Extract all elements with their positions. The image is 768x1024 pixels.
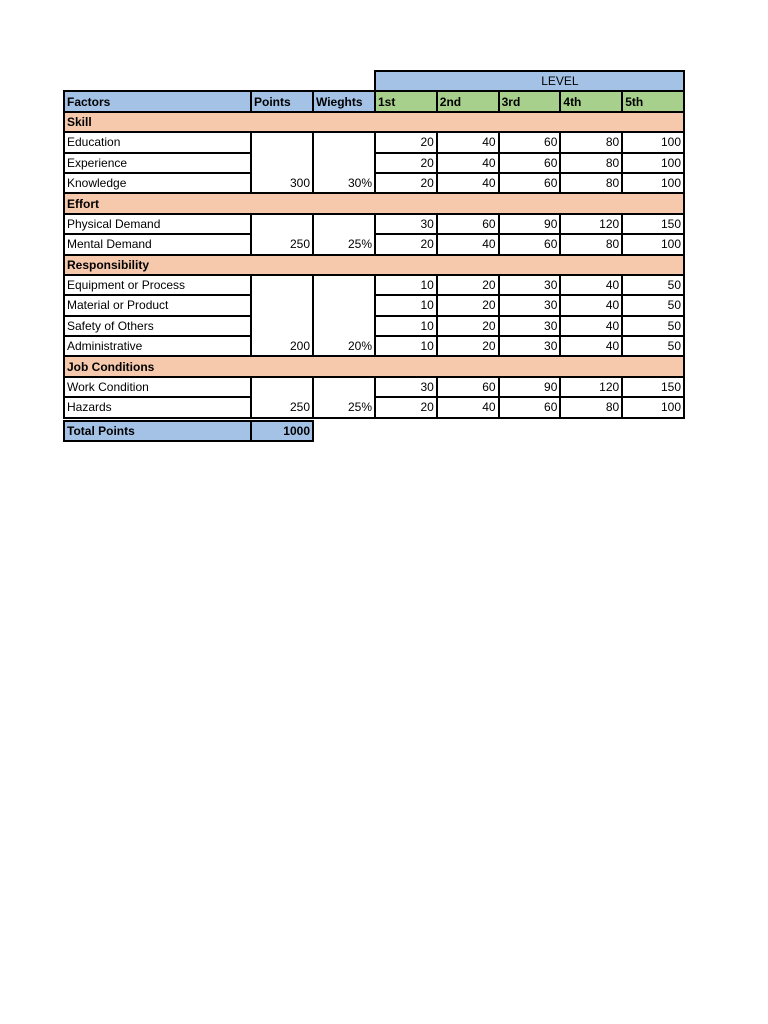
- level-2-value: 20: [437, 295, 499, 315]
- level-4-value: 80: [560, 397, 622, 417]
- level-2-value: 60: [437, 377, 499, 397]
- level-5-value: 100: [622, 234, 684, 254]
- level-3-value: 30: [499, 336, 561, 356]
- level-4-value: 40: [560, 275, 622, 295]
- level-title: LEVEL: [437, 71, 684, 91]
- level-4-value: 80: [560, 234, 622, 254]
- points-cell: 250: [251, 397, 313, 417]
- group-header-row: [64, 193, 684, 213]
- level-3-value: 60: [499, 397, 561, 417]
- weight-cell: 30%: [313, 173, 375, 193]
- level-5-value: 100: [622, 397, 684, 417]
- table-row: [64, 173, 684, 193]
- factor-name: Work Condition: [64, 377, 251, 397]
- weight-cell: [313, 377, 375, 397]
- level-2-value: 40: [437, 173, 499, 193]
- group-name: Skill: [64, 112, 684, 132]
- level-3-value: 60: [499, 173, 561, 193]
- level-2-value: 40: [437, 234, 499, 254]
- factor-name: Material or Product: [64, 295, 251, 315]
- table-row: [64, 275, 684, 295]
- level-4-value: 80: [560, 132, 622, 152]
- group-name: Job Conditions: [64, 356, 684, 376]
- factors-header: Factors: [64, 91, 251, 111]
- group-header-row: [64, 112, 684, 132]
- factor-name: Equipment or Process: [64, 275, 251, 295]
- level-5-value: 50: [622, 275, 684, 295]
- level-5-value: 100: [622, 132, 684, 152]
- level-3-value: 30: [499, 275, 561, 295]
- level-5-header: 5th: [622, 91, 684, 111]
- level-3-value: 60: [499, 153, 561, 173]
- table-row: [64, 316, 684, 336]
- level-1-value: 10: [375, 336, 437, 356]
- level-5-value: 150: [622, 214, 684, 234]
- points-cell: [251, 153, 313, 173]
- level-1-value: 10: [375, 316, 437, 336]
- weight-cell: [313, 132, 375, 152]
- level-3-value: 90: [499, 377, 561, 397]
- level-1-value: 10: [375, 295, 437, 315]
- level-5-value: 150: [622, 377, 684, 397]
- factor-name: Safety of Others: [64, 316, 251, 336]
- table-row: [64, 377, 684, 397]
- level-4-value: 80: [560, 153, 622, 173]
- weights-header: Wieghts: [313, 91, 375, 111]
- level-4-value: 120: [560, 214, 622, 234]
- group-header-row: [64, 255, 684, 275]
- weight-cell: [313, 153, 375, 173]
- total-points-label: Total Points: [64, 421, 251, 441]
- group-header-row: [64, 356, 684, 376]
- table-row: [64, 234, 684, 254]
- factor-name: Administrative: [64, 336, 251, 356]
- weight-cell: [313, 275, 375, 295]
- level-5-value: 50: [622, 295, 684, 315]
- weight-cell: 20%: [313, 336, 375, 356]
- factor-name: Knowledge: [64, 173, 251, 193]
- level-1-value: 30: [375, 214, 437, 234]
- level-4-value: 80: [560, 173, 622, 193]
- level-1-value: 20: [375, 173, 437, 193]
- weight-cell: 25%: [313, 234, 375, 254]
- points-cell: 300: [251, 173, 313, 193]
- points-cell: 250: [251, 234, 313, 254]
- level-1-value: 20: [375, 397, 437, 417]
- total-points-row: [64, 421, 313, 441]
- level-5-value: 100: [622, 173, 684, 193]
- level-4-value: 40: [560, 295, 622, 315]
- level-4-value: 40: [560, 316, 622, 336]
- level-1-value: 20: [375, 153, 437, 173]
- table-row: [64, 153, 684, 173]
- level-4-value: 120: [560, 377, 622, 397]
- points-cell: 200: [251, 336, 313, 356]
- level-4-value: 40: [560, 336, 622, 356]
- level-5-value: 50: [622, 316, 684, 336]
- level-2-value: 60: [437, 214, 499, 234]
- level-1-value: 20: [375, 234, 437, 254]
- group-name: Responsibility: [64, 255, 684, 275]
- factor-name: Mental Demand: [64, 234, 251, 254]
- weight-cell: [313, 295, 375, 315]
- factor-name: Experience: [64, 153, 251, 173]
- table-row: [64, 336, 684, 356]
- table-row: [64, 397, 684, 417]
- weight-cell: [313, 214, 375, 234]
- level-4-header: 4th: [560, 91, 622, 111]
- factor-name: Physical Demand: [64, 214, 251, 234]
- job-evaluation-table: [63, 70, 685, 419]
- level-3-value: 30: [499, 316, 561, 336]
- weight-cell: [313, 316, 375, 336]
- level-1-header: 1st: [375, 91, 437, 111]
- level-2-value: 20: [437, 316, 499, 336]
- level-1-value: 30: [375, 377, 437, 397]
- points-header: Points: [251, 91, 313, 111]
- level-1-value: 10: [375, 275, 437, 295]
- level-3-value: 90: [499, 214, 561, 234]
- level-2-value: 40: [437, 397, 499, 417]
- points-cell: [251, 132, 313, 152]
- level-2-value: 40: [437, 132, 499, 152]
- level-3-value: 60: [499, 132, 561, 152]
- table-row: [64, 295, 684, 315]
- level-2-value: 20: [437, 275, 499, 295]
- table-row: [64, 214, 684, 234]
- factor-name: Education: [64, 132, 251, 152]
- level-2-header: 2nd: [437, 91, 499, 111]
- level-3-header: 3rd: [499, 91, 561, 111]
- level-2-value: 20: [437, 336, 499, 356]
- points-cell: [251, 214, 313, 234]
- level-5-value: 50: [622, 336, 684, 356]
- points-cell: [251, 377, 313, 397]
- point-factor-sheet: [63, 70, 683, 419]
- weight-cell: 25%: [313, 397, 375, 417]
- level-3-value: 60: [499, 234, 561, 254]
- points-cell: [251, 316, 313, 336]
- column-header-row: [64, 91, 684, 111]
- level-3-value: 30: [499, 295, 561, 315]
- total-points-value: 1000: [251, 421, 313, 441]
- level-2-value: 40: [437, 153, 499, 173]
- level-title-row: [64, 71, 684, 91]
- factor-name: Hazards: [64, 397, 251, 417]
- points-cell: [251, 275, 313, 295]
- level-1-value: 20: [375, 132, 437, 152]
- points-cell: [251, 295, 313, 315]
- group-name: Effort: [64, 193, 684, 213]
- table-row: [64, 132, 684, 152]
- total-points-table: [63, 420, 314, 442]
- level-5-value: 100: [622, 153, 684, 173]
